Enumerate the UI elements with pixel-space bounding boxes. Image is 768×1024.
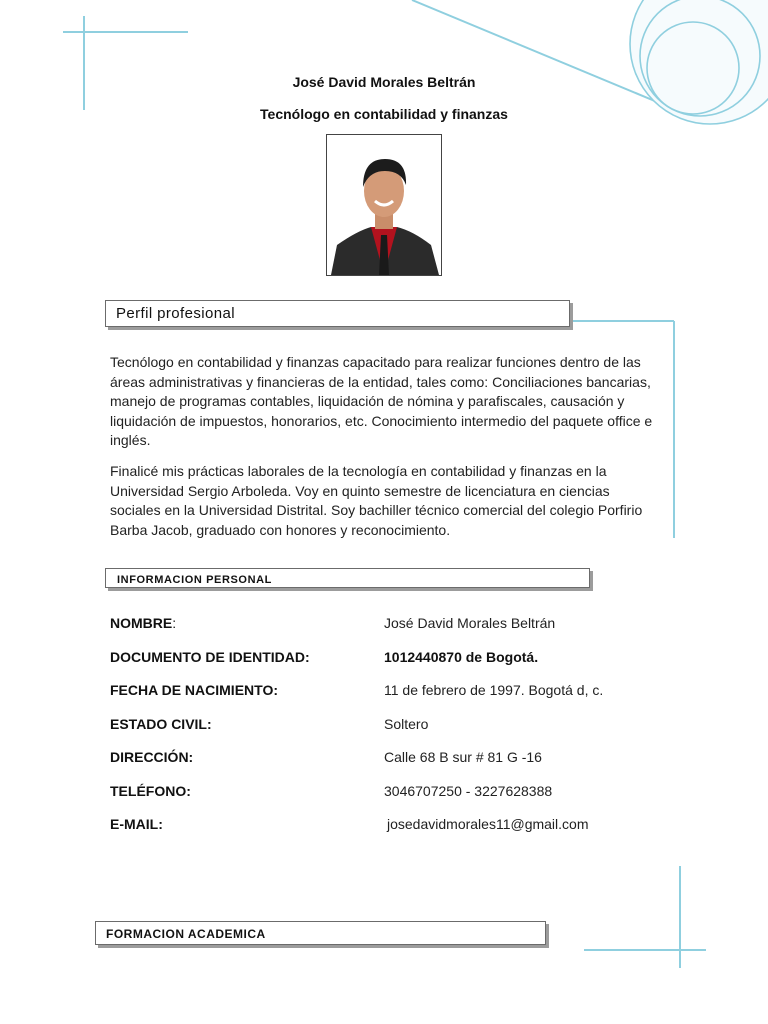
profile-paragraph-2: Finalicé mis prácticas laborales de la tecnología en contabilidad y finanzas en la Universidad Sergio Arboleda. Voy en quinto semestre de licenciatura en ciencias sociales en la Universidad Distrital. Soy bachiller técnico comercial del colegio Porfirio Barba Jacob, graduado con honores y reconocimiento. <box>110 463 643 538</box>
section-heading-perfil: Perfil profesional <box>105 300 570 327</box>
candidate-name: José David Morales Beltrán <box>292 74 476 90</box>
info-row-email <box>110 816 670 836</box>
info-label: NOMBRE: <box>110 615 177 631</box>
info-row-estado-civil <box>110 716 670 736</box>
person-portrait-icon <box>327 135 441 275</box>
info-row-direccion <box>110 749 670 769</box>
info-value: Calle 68 B sur # 81 G -16 <box>384 749 542 765</box>
info-label: DOCUMENTO DE IDENTIDAD: <box>110 649 310 665</box>
info-row-telefono <box>110 783 670 803</box>
info-label: TELÉFONO: <box>110 783 191 799</box>
info-label: ESTADO CIVIL: <box>110 716 212 732</box>
info-label: FECHA DE NACIMIENTO: <box>110 682 278 698</box>
profile-paragraph-1: Tecnólogo en contabilidad y finanzas capacitado para realizar funciones dentro de las áreas administrativas y financieras de la entidad, tales como: Conciliaciones bancarias, manejo de programas contables, liquidación de nómina y parafiscales, causación y liquidación de impuestos, honorarios, etc. Conocimiento intermedio del paquete office e inglés. <box>110 354 653 448</box>
info-label: DIRECCIÓN: <box>110 749 194 765</box>
info-label: E-MAIL: <box>110 816 163 832</box>
info-row-nombre <box>110 615 670 635</box>
info-row-documento <box>110 649 670 669</box>
candidate-title: Tecnólogo en contabilidad y finanzas <box>260 106 508 122</box>
email-link[interactable]: josedavidmorales11@gmail.com <box>387 816 589 832</box>
section-heading-formacion-academica: FORMACION ACADEMICA <box>95 921 546 945</box>
info-value: 3046707250 - 3227628388 <box>384 783 553 799</box>
info-value: José David Morales Beltrán <box>384 615 556 631</box>
info-value: 11 de febrero de 1997. Bogotá d, c. <box>384 682 604 698</box>
info-value: Soltero <box>384 716 429 732</box>
section-heading-informacion-personal: INFORMACION PERSONAL <box>105 568 590 588</box>
profile-photo <box>326 134 442 276</box>
info-value: 1012440870 de Bogotá. <box>384 649 539 665</box>
info-row-fecha-nacimiento <box>110 682 670 702</box>
